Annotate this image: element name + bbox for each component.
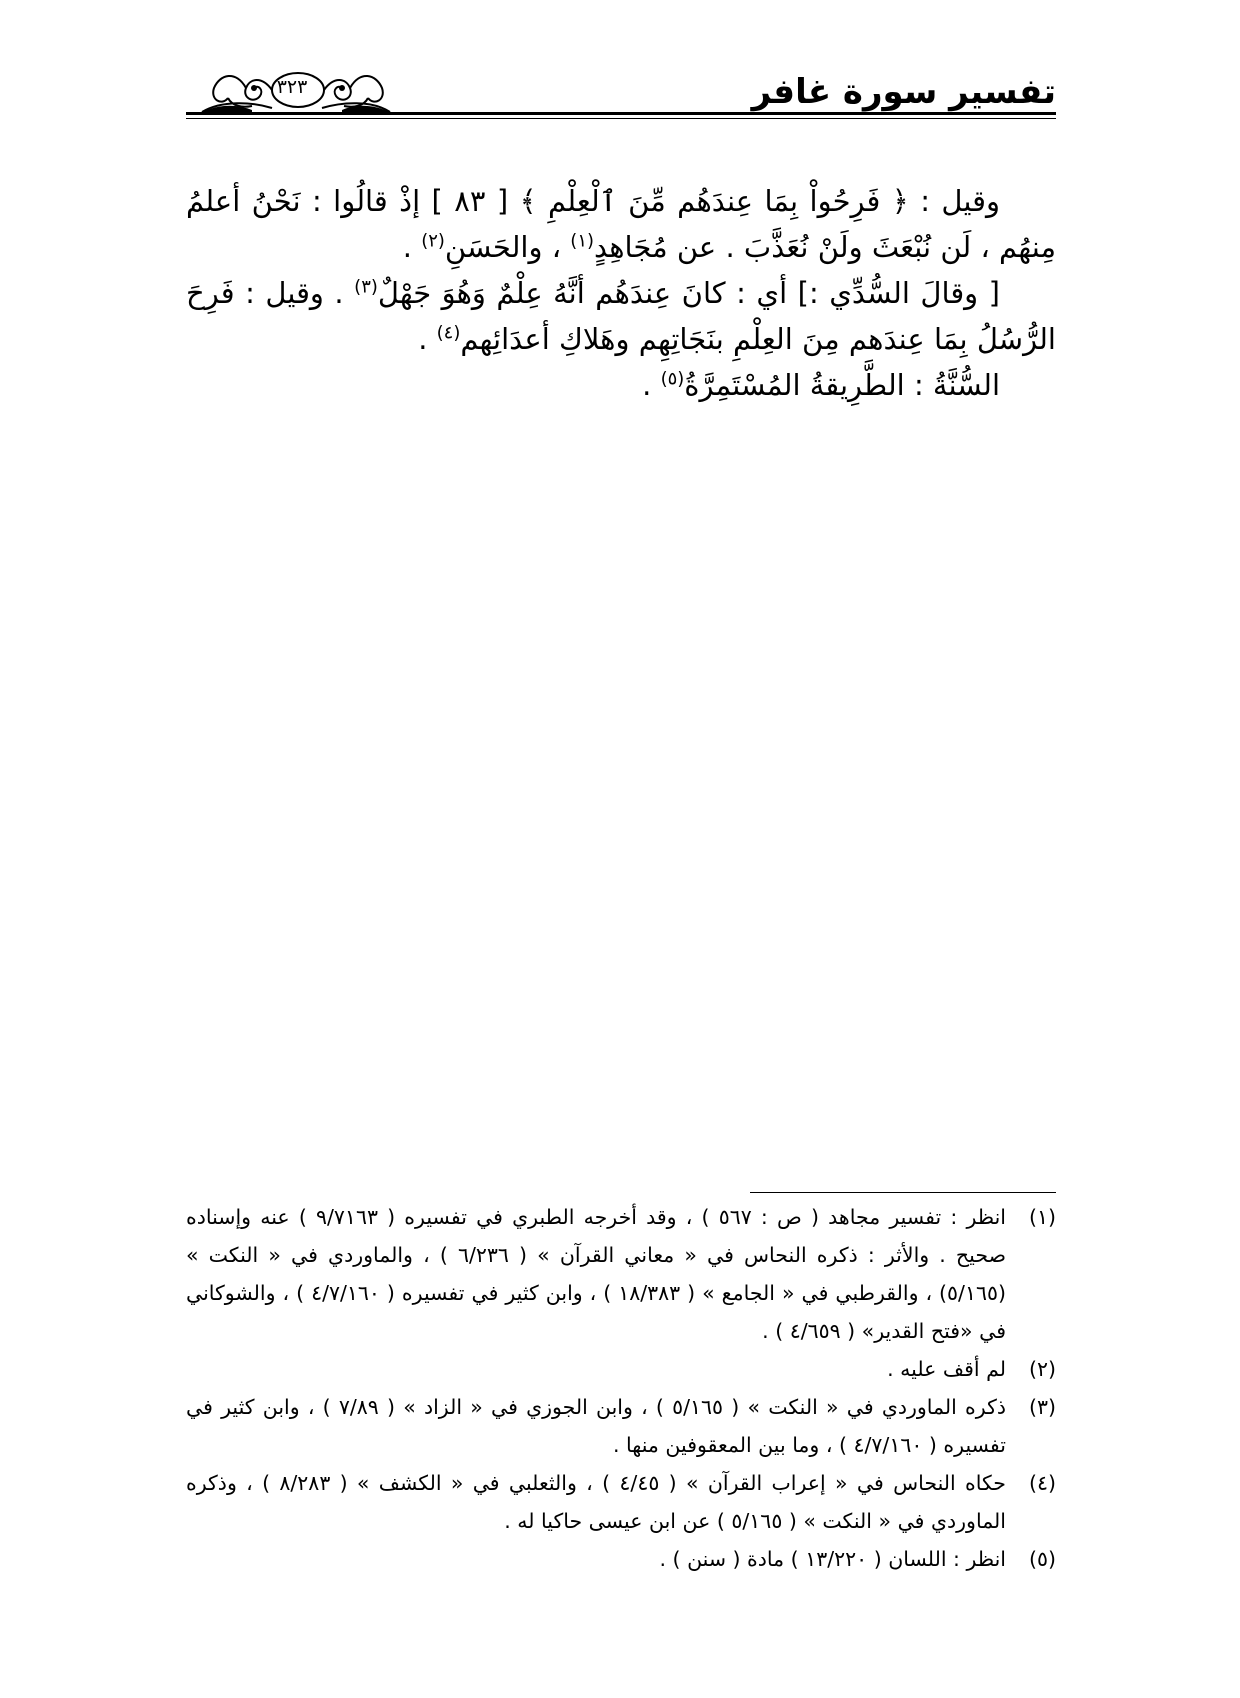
footnote-ref: (١): [570, 230, 595, 252]
text-segment: . وقيل : فَرِحَ الرُّسُلُ بِمَا عِندَهم مِنَ العِلْمِ بنَجَاتِهِم وهَلاكِ أعدَائِهم: [186, 276, 1056, 356]
header-rule-thin: [186, 118, 1056, 119]
footnote-text: انظر : اللسان ( ١٣/٢٢٠ ) مادة ( سنن ) .: [659, 1547, 1006, 1571]
footnote-ref: (٤): [436, 322, 461, 344]
text-segment: وقيل : ﴿ فَرِحُواْ بِمَا عِندَهُم مِّنَ ٱلْعِلْمِ ﴾ [ ٨٣ ] إذْ قالُوا : نَحْنُ أعلمُ مِنهُم ، لَن نُبْعَثَ ولَنْ نُعَذَّبَ . عن مُجَاهِدٍ: [186, 184, 1056, 264]
footnote-number: (٤): [1028, 1471, 1056, 1495]
footnote-number: (٢): [1028, 1357, 1056, 1381]
text-segment: ، والحَسَنِ: [444, 230, 562, 264]
footnote-number: (٣): [1028, 1395, 1056, 1419]
footnote-number: (٥): [1028, 1547, 1056, 1571]
footnote-ref: (٣): [354, 276, 378, 298]
footnote-number: (١): [1028, 1205, 1056, 1229]
footnote-4: [186, 1464, 1056, 1540]
footnote-text: حكاه النحاس في « إعراب القرآن » ( ٤/٤٥ ) ، والثعلبي في « الكشف » ( ٨/٢٨٣ ) ، وذكره الماوردي في « النكت » ( ٥/١٦٥ ) عن ابن عيسى حاكيا له .: [186, 1471, 1006, 1533]
header-rule: [186, 112, 1056, 115]
footnote-2: [186, 1350, 1056, 1388]
footnote-text: ذكره الماوردي في « النكت » ( ٥/١٦٥ ) ، وابن الجوزي في « الزاد » ( ٧/٨٩ ) ، وابن كثير في تفسيره ( ٤/٧/١٦٠ ) ، وما بين المعقوفين منها .: [186, 1395, 1006, 1457]
footnote-5: [186, 1540, 1056, 1578]
paragraph-1: وقيل : ﴿ فَرِحُواْ بِمَا عِندَهُم مِّنَ ٱلْعِلْمِ ﴾ [ ٨٣ ] إذْ قالُوا : نَحْنُ أعلمُ مِنهُم ، لَن نُبْعَثَ ولَنْ نُعَذَّبَ . عن مُجَاهِدٍ$^{(١)}$ ، والحَسَنِ$^{(٢)}$ .: [186, 184, 1056, 264]
page-number: ٣٢٣: [276, 76, 308, 98]
page-title: تفسير سورة غافر: [751, 72, 1056, 112]
footnote-1: [186, 1198, 1056, 1350]
footnotes: [186, 1198, 1056, 1578]
text-segment: [ وقالَ السُّدِّي :] أي : كانَ عِندَهُم أنَّهُ عِلْمٌ وَهُوَ جَهْلٌ: [377, 276, 1000, 310]
footnote-separator: [750, 1192, 1056, 1193]
footnote-ref: (٢): [421, 230, 445, 252]
footnote-text: لم أقف عليه .: [887, 1357, 1006, 1381]
footnote-text: انظر : تفسير مجاهد ( ص : ٥٦٧ ) ، وقد أخرجه الطبري في تفسيره ( ٩/٧١٦٣ ) عنه وإسناده صحيح . والأثر : ذكره النحاس في « معاني القرآن » ( ٦/٢٣٦ ) ، والماوردي في « النكت » (٥/١٦٥) ، والقرطبي في « الجامع » ( ١٨/٣٨٣ ) ، وابن كثير في تفسيره ( ٤/٧/١٦٠ ) ، والشوكاني في «فتح القدير» ( ٤/٦٥٩ ) .: [186, 1205, 1006, 1343]
main-text: [186, 178, 1056, 408]
footnote-3: [186, 1388, 1056, 1464]
text-segment: السُّنَّةُ : الطَّرِيقةُ المُسْتَمِرَّةُ: [684, 368, 1000, 402]
page-header: [186, 60, 1056, 120]
paragraph-3: السُّنَّةُ : الطَّرِيقةُ المُسْتَمِرَّةُ$^{(٥)}$ .: [642, 368, 1000, 402]
footnote-ref: (٥): [660, 368, 685, 390]
paragraph-2: [ وقالَ السُّدِّي :] أي : كانَ عِندَهُم أنَّهُ عِلْمٌ وَهُوَ جَهْلٌ$^{(٣)}$ . وقيل : فَرِحَ الرُّسُلُ بِمَا عِندَهم مِنَ العِلْمِ بنَجَاتِهِم وهَلاكِ أعدَائِهم$^{(٤)}$ .: [186, 276, 1056, 356]
